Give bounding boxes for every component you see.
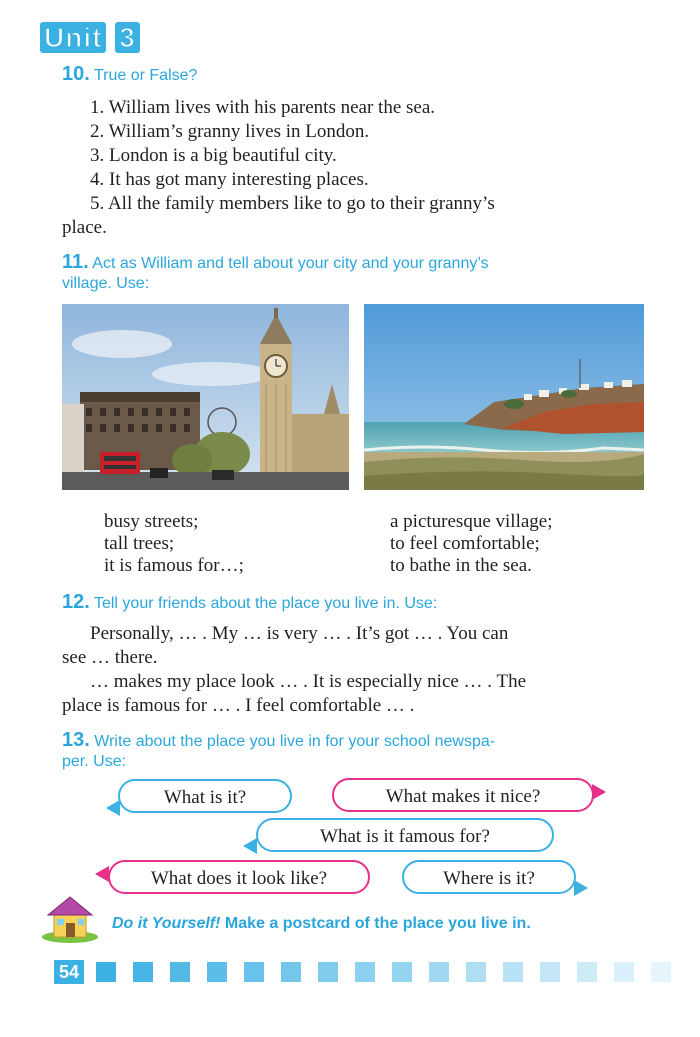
bubble-famous-for-text: What is it famous for? — [320, 826, 490, 847]
do-it-yourself — [112, 915, 531, 933]
footer-square — [651, 962, 671, 982]
unit-header — [40, 22, 140, 54]
exercise-13-title-line1: Write about the place you live in for your school newspa- — [94, 733, 496, 750]
seaside-village-photo — [364, 304, 644, 490]
exercise-10-title: True or False? — [93, 67, 198, 84]
footer-square — [133, 962, 153, 982]
footer-square — [170, 962, 190, 982]
bubble-what-makes-it-nice — [332, 778, 594, 812]
footer-square — [614, 962, 634, 982]
footer-square — [392, 962, 412, 982]
bubble-what-is-it — [118, 779, 292, 813]
footer-square — [540, 962, 560, 982]
unit-number: 3 — [115, 22, 140, 53]
bubble-what-is-it-text: What is it? — [163, 787, 247, 808]
bubble-look-like-text: What does it look like? — [150, 868, 328, 889]
ex11-right-3: to bathe in the sea. — [390, 555, 532, 576]
ex12-line-4: place is famous for … . I feel comfortable … . — [62, 695, 415, 716]
bubble-where-is-it — [402, 860, 576, 894]
ex11-left-2: tall trees; — [104, 533, 175, 554]
exercise-11-heading — [62, 252, 662, 274]
bubble-what-makes-it-nice-text: What makes it nice? — [385, 786, 541, 807]
ex10-item-1: 1. William lives with his parents near the sea. — [90, 97, 436, 118]
exercise-13-title-line2: per. Use: — [62, 753, 127, 770]
footer-square — [355, 962, 375, 982]
ex10-item-5-cont: place. — [62, 217, 107, 238]
bubble-famous-for — [256, 818, 554, 852]
exercise-10-number: 10. — [62, 63, 90, 85]
footer-square — [577, 962, 597, 982]
exercise-11-title-line2: village. Use: — [62, 275, 150, 292]
bubble-look-like — [108, 860, 370, 894]
bubble-where-is-it-text: Where is it? — [443, 868, 535, 889]
bubble-tail — [95, 866, 109, 882]
ex10-item-2: 2. William’s granny lives in London. — [90, 121, 370, 142]
exercise-12-title: Tell your friends about the place you live in. Use: — [93, 595, 438, 612]
diy-text: Make a postcard of the place you live in. — [224, 915, 531, 932]
footer-square — [244, 962, 264, 982]
london-photo — [62, 304, 349, 490]
bubble-tail — [574, 880, 588, 896]
ex12-line-3: … makes my place look … . It is especially nice … . The — [90, 671, 527, 692]
unit-label: Unit — [40, 22, 106, 53]
exercise-13-number: 13. — [62, 729, 90, 751]
ex12-line-2: see … there. — [62, 647, 158, 668]
exercise-12-heading — [62, 592, 437, 614]
footer-square — [429, 962, 449, 982]
ex11-left-1: busy streets; — [104, 511, 199, 532]
ex10-item-4: 4. It has got many interesting places. — [90, 169, 369, 190]
ex11-right-1: a picturesque village; — [390, 511, 553, 532]
footer-square — [281, 962, 301, 982]
ex10-item-5: 5. All the family members like to go to their granny’s — [90, 193, 495, 214]
exercise-10-heading — [62, 64, 197, 86]
bubble-tail — [592, 784, 606, 800]
diy-label: Do it Yourself! — [112, 915, 221, 932]
footer-square — [96, 962, 116, 982]
bubble-tail — [243, 838, 257, 854]
footer-square — [503, 962, 523, 982]
footer-square — [466, 962, 486, 982]
footer-square — [318, 962, 338, 982]
exercise-12-number: 12. — [62, 591, 90, 613]
exercise-11-number: 11. — [62, 251, 89, 273]
ex11-right-2: to feel comfortable; — [390, 533, 540, 554]
exercise-11-title-line1: Act as William and tell about your city and your granny’s — [92, 255, 489, 272]
bubble-tail — [106, 800, 120, 816]
ex12-line-1: Personally, … . My … is very … . It’s got … . You can — [90, 623, 509, 644]
footer-square — [207, 962, 227, 982]
exercise-13-heading — [62, 730, 662, 752]
ex11-left-3: it is famous for…; — [104, 555, 244, 576]
page-number: 54 — [54, 960, 84, 984]
ex10-item-3: 3. London is a big beautiful city. — [90, 145, 337, 166]
house-icon — [40, 893, 100, 943]
